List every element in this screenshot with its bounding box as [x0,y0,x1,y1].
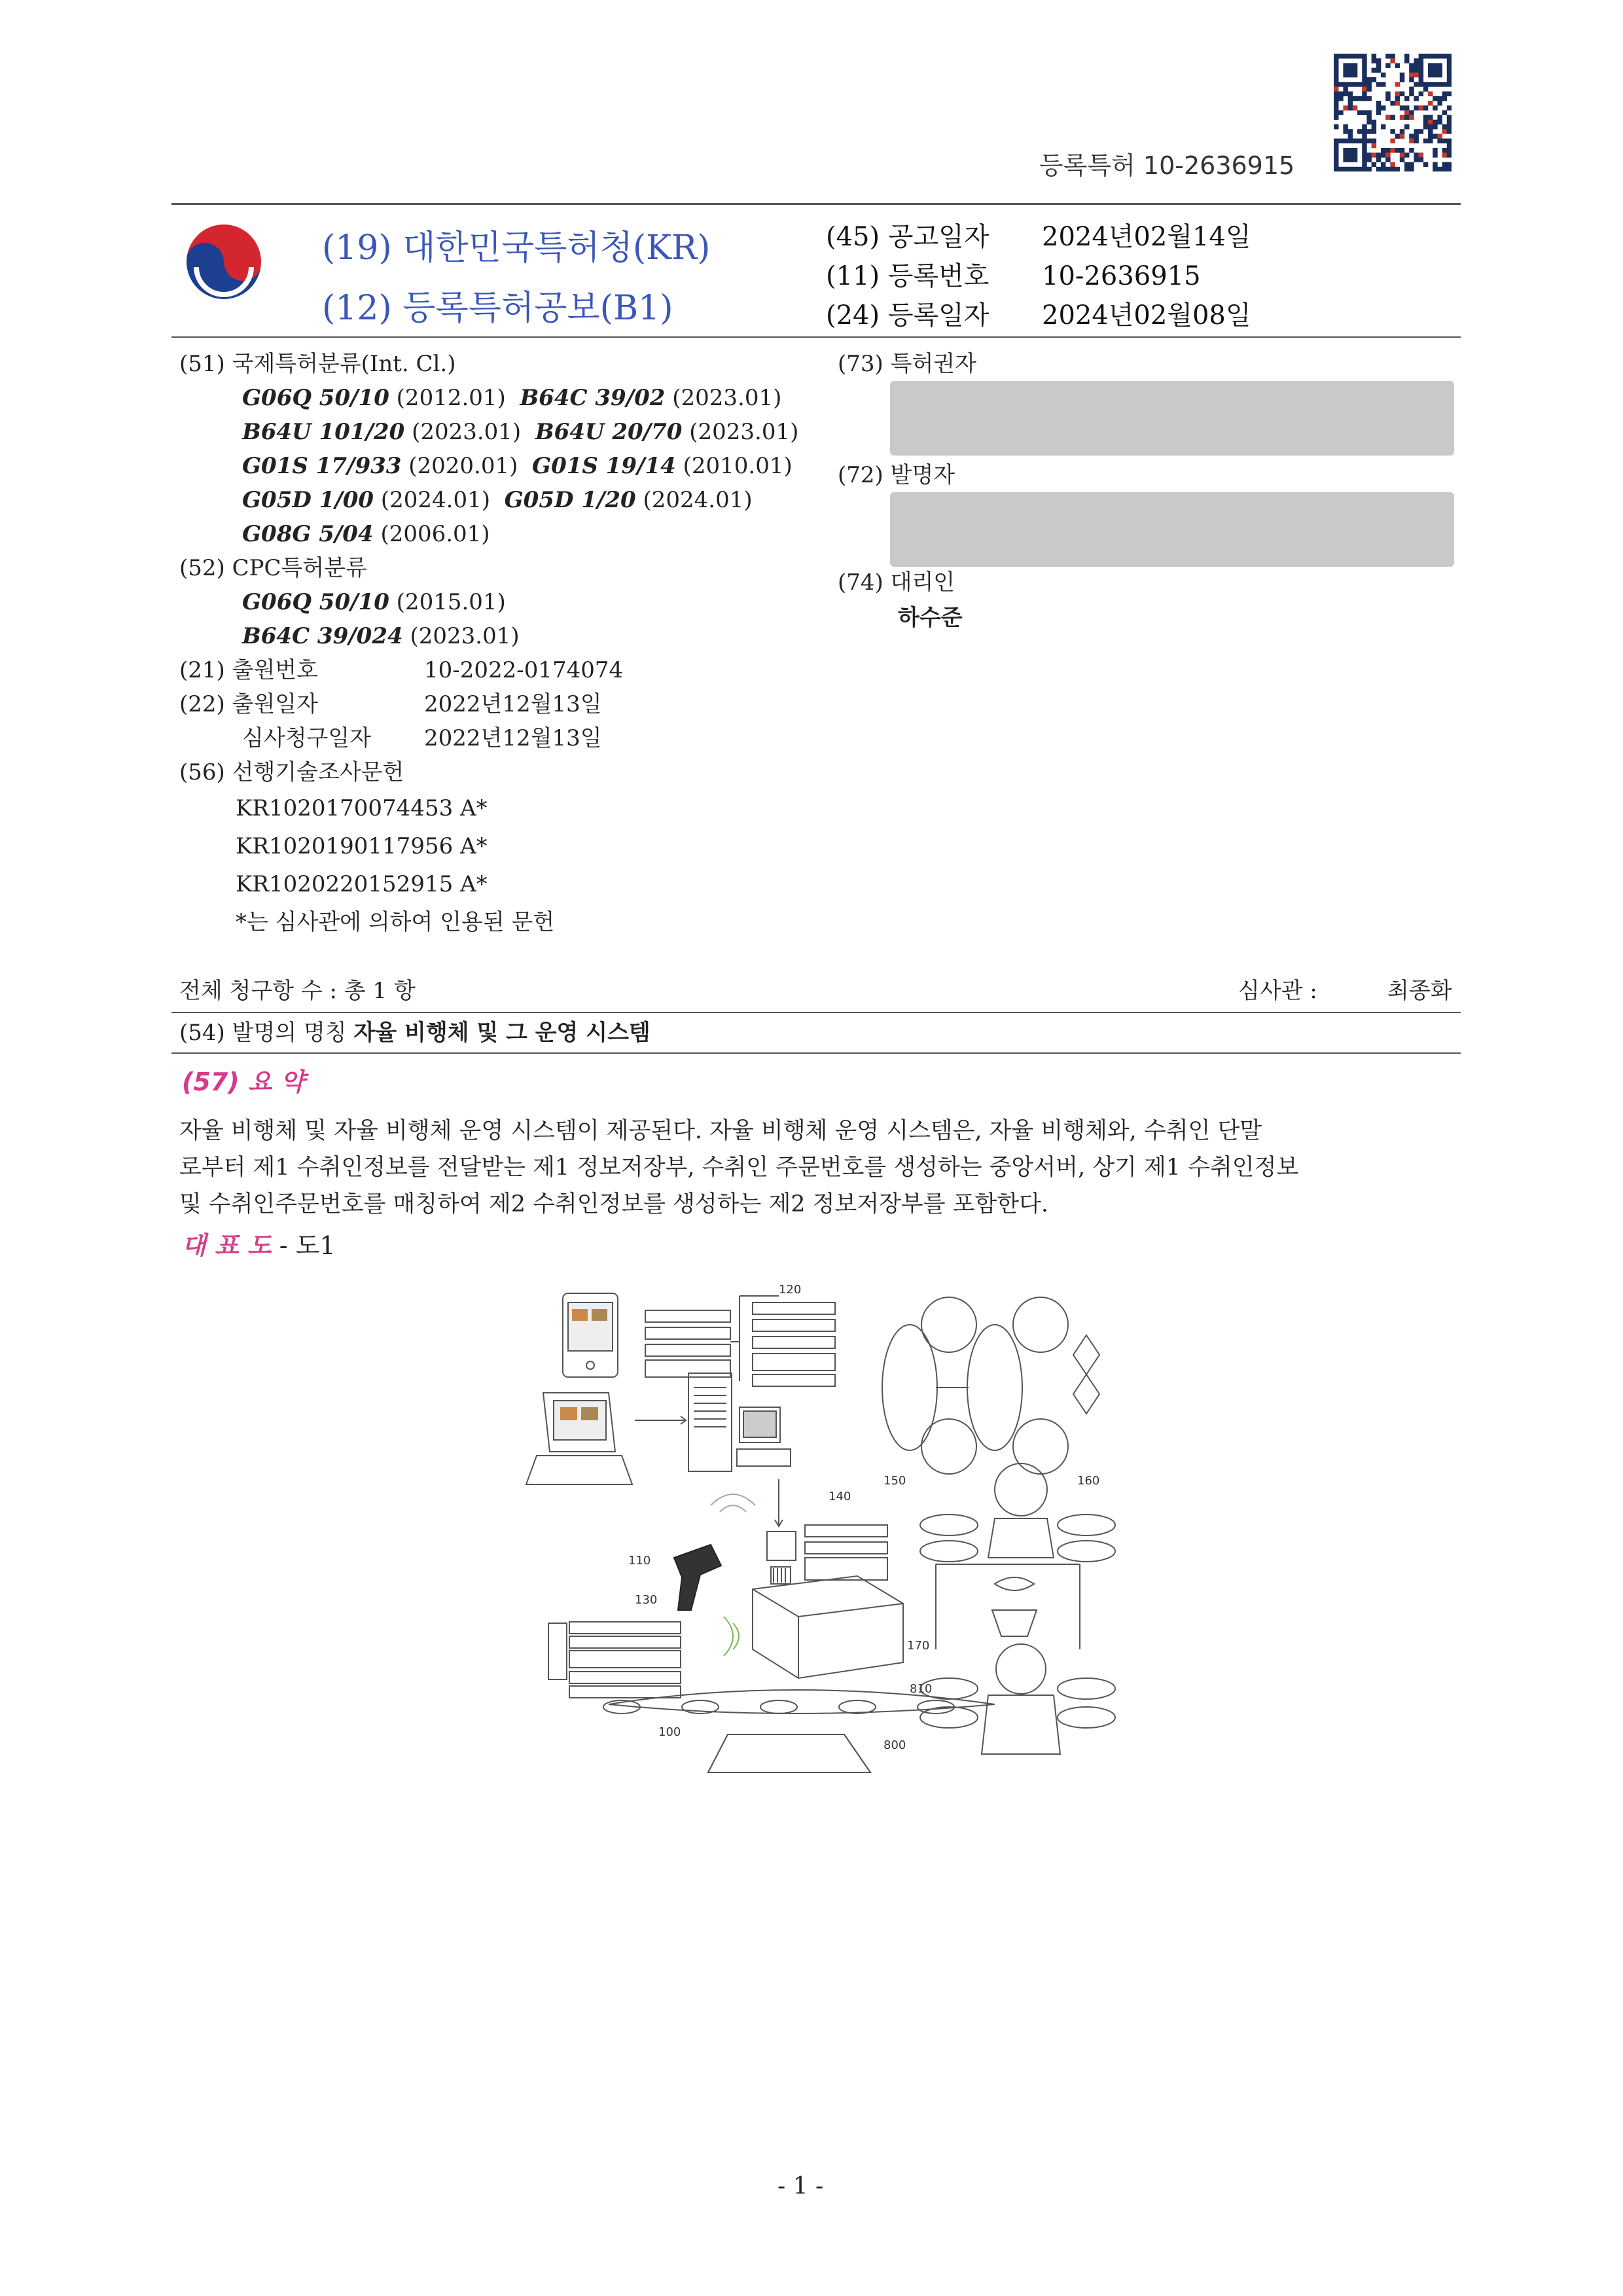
cpc-row: B64C 39/024 (2023.01) [242,623,520,649]
cpc-row: G06Q 50/10 (2015.01) [242,589,506,615]
prior-art-note: *는 심사관에 의하여 인용된 문헌 [236,909,555,935]
inventor-redacted [890,492,1454,567]
document-number: 등록특허 10-2636915 [1039,151,1295,180]
exam-request-date: 심사청구일자 2022년12월13일 [242,725,602,751]
ipc-heading: (51) 국제특허분류(Int. Cl.) [179,351,456,377]
ipc-row: G08G 5/04 (2006.01) [242,521,490,547]
fig-label: 110 [628,1554,651,1568]
claims-count: 전체 청구항 수 : 총 1 항 [179,978,416,1004]
page-number: - 1 - [777,2173,824,2200]
bibliographic-rule [171,336,1461,338]
title-rule-bottom [171,1052,1461,1054]
office-country: (19) 대한민국특허청(KR) [322,228,711,268]
ipc-row: B64U 101/20 (2023.01) B64U 20/70 (2023.01) [242,419,799,445]
cpc-heading: (52) CPC특허분류 [179,555,367,581]
patentee-redacted [890,381,1454,456]
patentee-label: (73) 특허권자 [838,351,976,377]
fig-label: 810 [910,1682,933,1696]
prior-art-item: KR1020220152915 A* [236,871,488,897]
fig-label: 120 [779,1283,802,1297]
abstract-line: 및 수취인주문번호를 매칭하여 제2 수취인정보를 생성하는 제2 정보저장부를 포함한다. [179,1191,1049,1217]
fig-label: 140 [829,1490,851,1503]
fig-label: 170 [907,1639,930,1653]
fig-label: 100 [658,1725,681,1739]
abstract-line: 자율 비행체 및 자율 비행체 운영 시스템이 제공된다. 자율 비행체 운영 시스템은, 자율 비행체와, 수취인 단말 [179,1118,1262,1144]
fig-label: 130 [635,1593,658,1607]
publication-info [826,216,1251,334]
prior-art-item: KR1020190117956 A* [236,833,488,859]
kipo-logo [183,221,264,302]
document-type: (12) 등록특허공보(B1) [322,289,673,328]
left-bibliographic [179,347,834,941]
agent-name: 하수준 [898,605,963,631]
pub-row: (24) 등록일자 2024년02월08일 [826,300,1251,331]
ipc-row: G05D 1/00 (2024.01) G05D 1/20 (2024.01) [242,487,753,513]
representative-figure [517,1283,1119,1780]
ipc-row: G06Q 50/10 (2012.01) B64C 39/02 (2023.01) [242,385,782,411]
agent-label: (74) 대리인 [838,569,955,596]
application-date: (22) 출원일자 2022년12월13일 [179,691,602,717]
fig-label: 150 [883,1474,906,1488]
representative-drawing: 대 표 도 - 도1 [182,1230,336,1260]
abstract-body [179,1113,1462,1223]
qr-code [1334,54,1452,171]
pub-row: (11) 등록번호 10-2636915 [826,261,1201,291]
abstract-heading: (57) 요 약 [182,1067,305,1096]
inventor-label: (72) 발명자 [838,462,955,488]
application-number: (21) 출원번호 10-2022-0174074 [179,657,624,683]
fig-label: 160 [1077,1474,1100,1488]
prior-art-heading: (56) 선행기술조사문헌 [179,759,404,785]
invention-title: (54) 발명의 명칭 자율 비행체 및 그 운영 시스템 [179,1020,651,1046]
prior-art-item: KR1020170074453 A* [236,795,488,821]
pub-row: (45) 공고일자 2024년02월14일 [826,222,1251,252]
ipc-row: G01S 17/933 (2020.01) G01S 19/14 (2010.01) [242,453,793,479]
examiner-label: 심사관 : [1238,978,1317,1004]
abstract-line: 로부터 제1 수취인정보를 전달받는 제1 정보저장부, 수취인 주문번호를 생성하는 중앙서버, 상기 제1 수취인정보 [179,1155,1299,1181]
examiner-name: 최종화 [1387,978,1452,1004]
fig-label: 800 [883,1738,906,1752]
header-rule [171,203,1461,205]
title-rule-top [171,1012,1461,1013]
